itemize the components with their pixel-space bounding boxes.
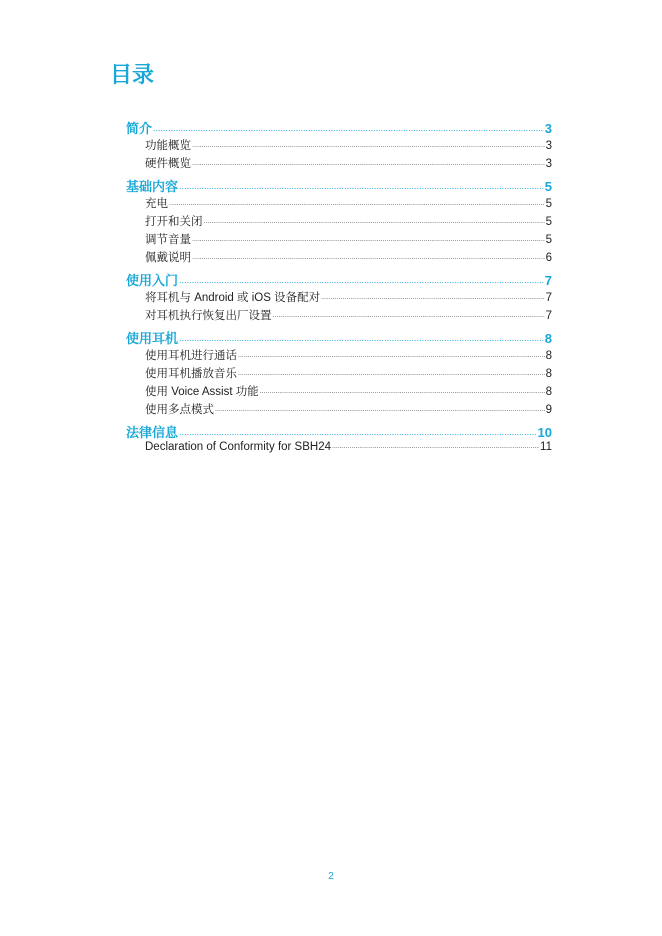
toc-section-getting-started[interactable] (126, 270, 552, 289)
toc-page-number: 3 (545, 140, 552, 152)
dot-leader (332, 443, 539, 450)
toc-entry-title: 佩戴说明 (145, 252, 191, 264)
toc-entry[interactable] (126, 401, 552, 419)
toc-section-title: 使用入门 (126, 273, 179, 288)
toc-page-number: 8 (545, 368, 552, 380)
toc-entry[interactable] (126, 347, 552, 365)
dot-leader (192, 254, 545, 261)
toc-page-number: 10 (537, 425, 552, 440)
toc-section-title: 法律信息 (126, 425, 179, 440)
toc-page-number: 8 (545, 386, 552, 398)
toc-entry-title: 将耳机与 Android 或 iOS 设备配对 (145, 292, 321, 304)
toc-page-number: 8 (544, 331, 552, 346)
dot-leader (321, 294, 545, 301)
toc-entry-title: 功能概览 (145, 140, 191, 152)
toc-entry-title: Declaration of Conformity for SBH24 (145, 441, 331, 453)
toc-page-number: 5 (544, 179, 552, 194)
dot-leader (238, 370, 545, 377)
dot-leader (179, 427, 537, 437)
dot-leader (179, 333, 544, 343)
toc-entry[interactable] (126, 195, 552, 213)
toc-entry-title: 充电 (145, 198, 168, 210)
toc-page-number: 9 (545, 404, 552, 416)
toc-page-number: 3 (545, 158, 552, 170)
toc-entry-title: 使用耳机播放音乐 (145, 368, 237, 380)
dot-leader (215, 406, 545, 413)
toc-page-number: 7 (544, 273, 552, 288)
dot-leader (179, 275, 544, 285)
toc-entry[interactable] (126, 155, 552, 173)
dot-leader (204, 218, 545, 225)
toc-entry-title: 硬件概览 (145, 158, 191, 170)
toc-entry[interactable] (126, 383, 552, 401)
dot-leader (192, 142, 545, 149)
toc-entry-title: 调节音量 (145, 234, 191, 246)
toc-entry-title: 使用 Voice Assist 功能 (145, 386, 259, 398)
dot-leader (192, 236, 545, 243)
toc-entry[interactable] (126, 249, 552, 267)
toc-section-intro[interactable] (126, 118, 552, 137)
toc-entry[interactable] (126, 307, 552, 325)
toc-page-number: 5 (545, 234, 552, 246)
toc-page-number: 11 (540, 441, 552, 453)
toc-page-number: 6 (545, 252, 552, 264)
toc-section-title: 简介 (126, 121, 153, 136)
toc-entry[interactable] (126, 213, 552, 231)
dot-leader (260, 388, 545, 395)
toc-entry[interactable] (126, 441, 552, 459)
toc-section-basics[interactable] (126, 176, 552, 195)
toc-entry-title: 打开和关闭 (145, 216, 203, 228)
dot-leader (238, 352, 545, 359)
table-of-contents (126, 118, 552, 459)
dot-leader (153, 123, 544, 133)
toc-page-number: 8 (545, 350, 552, 362)
toc-section-legal[interactable] (126, 422, 552, 441)
dot-leader (273, 312, 545, 319)
toc-entry[interactable] (126, 231, 552, 249)
dot-leader (169, 200, 545, 207)
toc-entry-title: 对耳机执行恢复出厂设置 (145, 310, 272, 322)
toc-page-number: 3 (544, 121, 552, 136)
toc-section-using-headset[interactable] (126, 328, 552, 347)
toc-entry[interactable] (126, 365, 552, 383)
toc-entry[interactable] (126, 289, 552, 307)
toc-section-title: 使用耳机 (126, 331, 179, 346)
toc-page-number: 5 (545, 198, 552, 210)
dot-leader (179, 181, 544, 191)
toc-entry-title: 使用多点模式 (145, 404, 214, 416)
toc-entry-title: 使用耳机进行通话 (145, 350, 237, 362)
toc-entry[interactable] (126, 137, 552, 155)
page-number: 2 (328, 871, 334, 882)
toc-page-number: 7 (545, 292, 552, 304)
toc-page-number: 7 (545, 310, 552, 322)
toc-page-number: 5 (545, 216, 552, 228)
dot-leader (192, 160, 545, 167)
toc-section-title: 基础内容 (126, 179, 179, 194)
page-title: 目录 (110, 63, 155, 88)
